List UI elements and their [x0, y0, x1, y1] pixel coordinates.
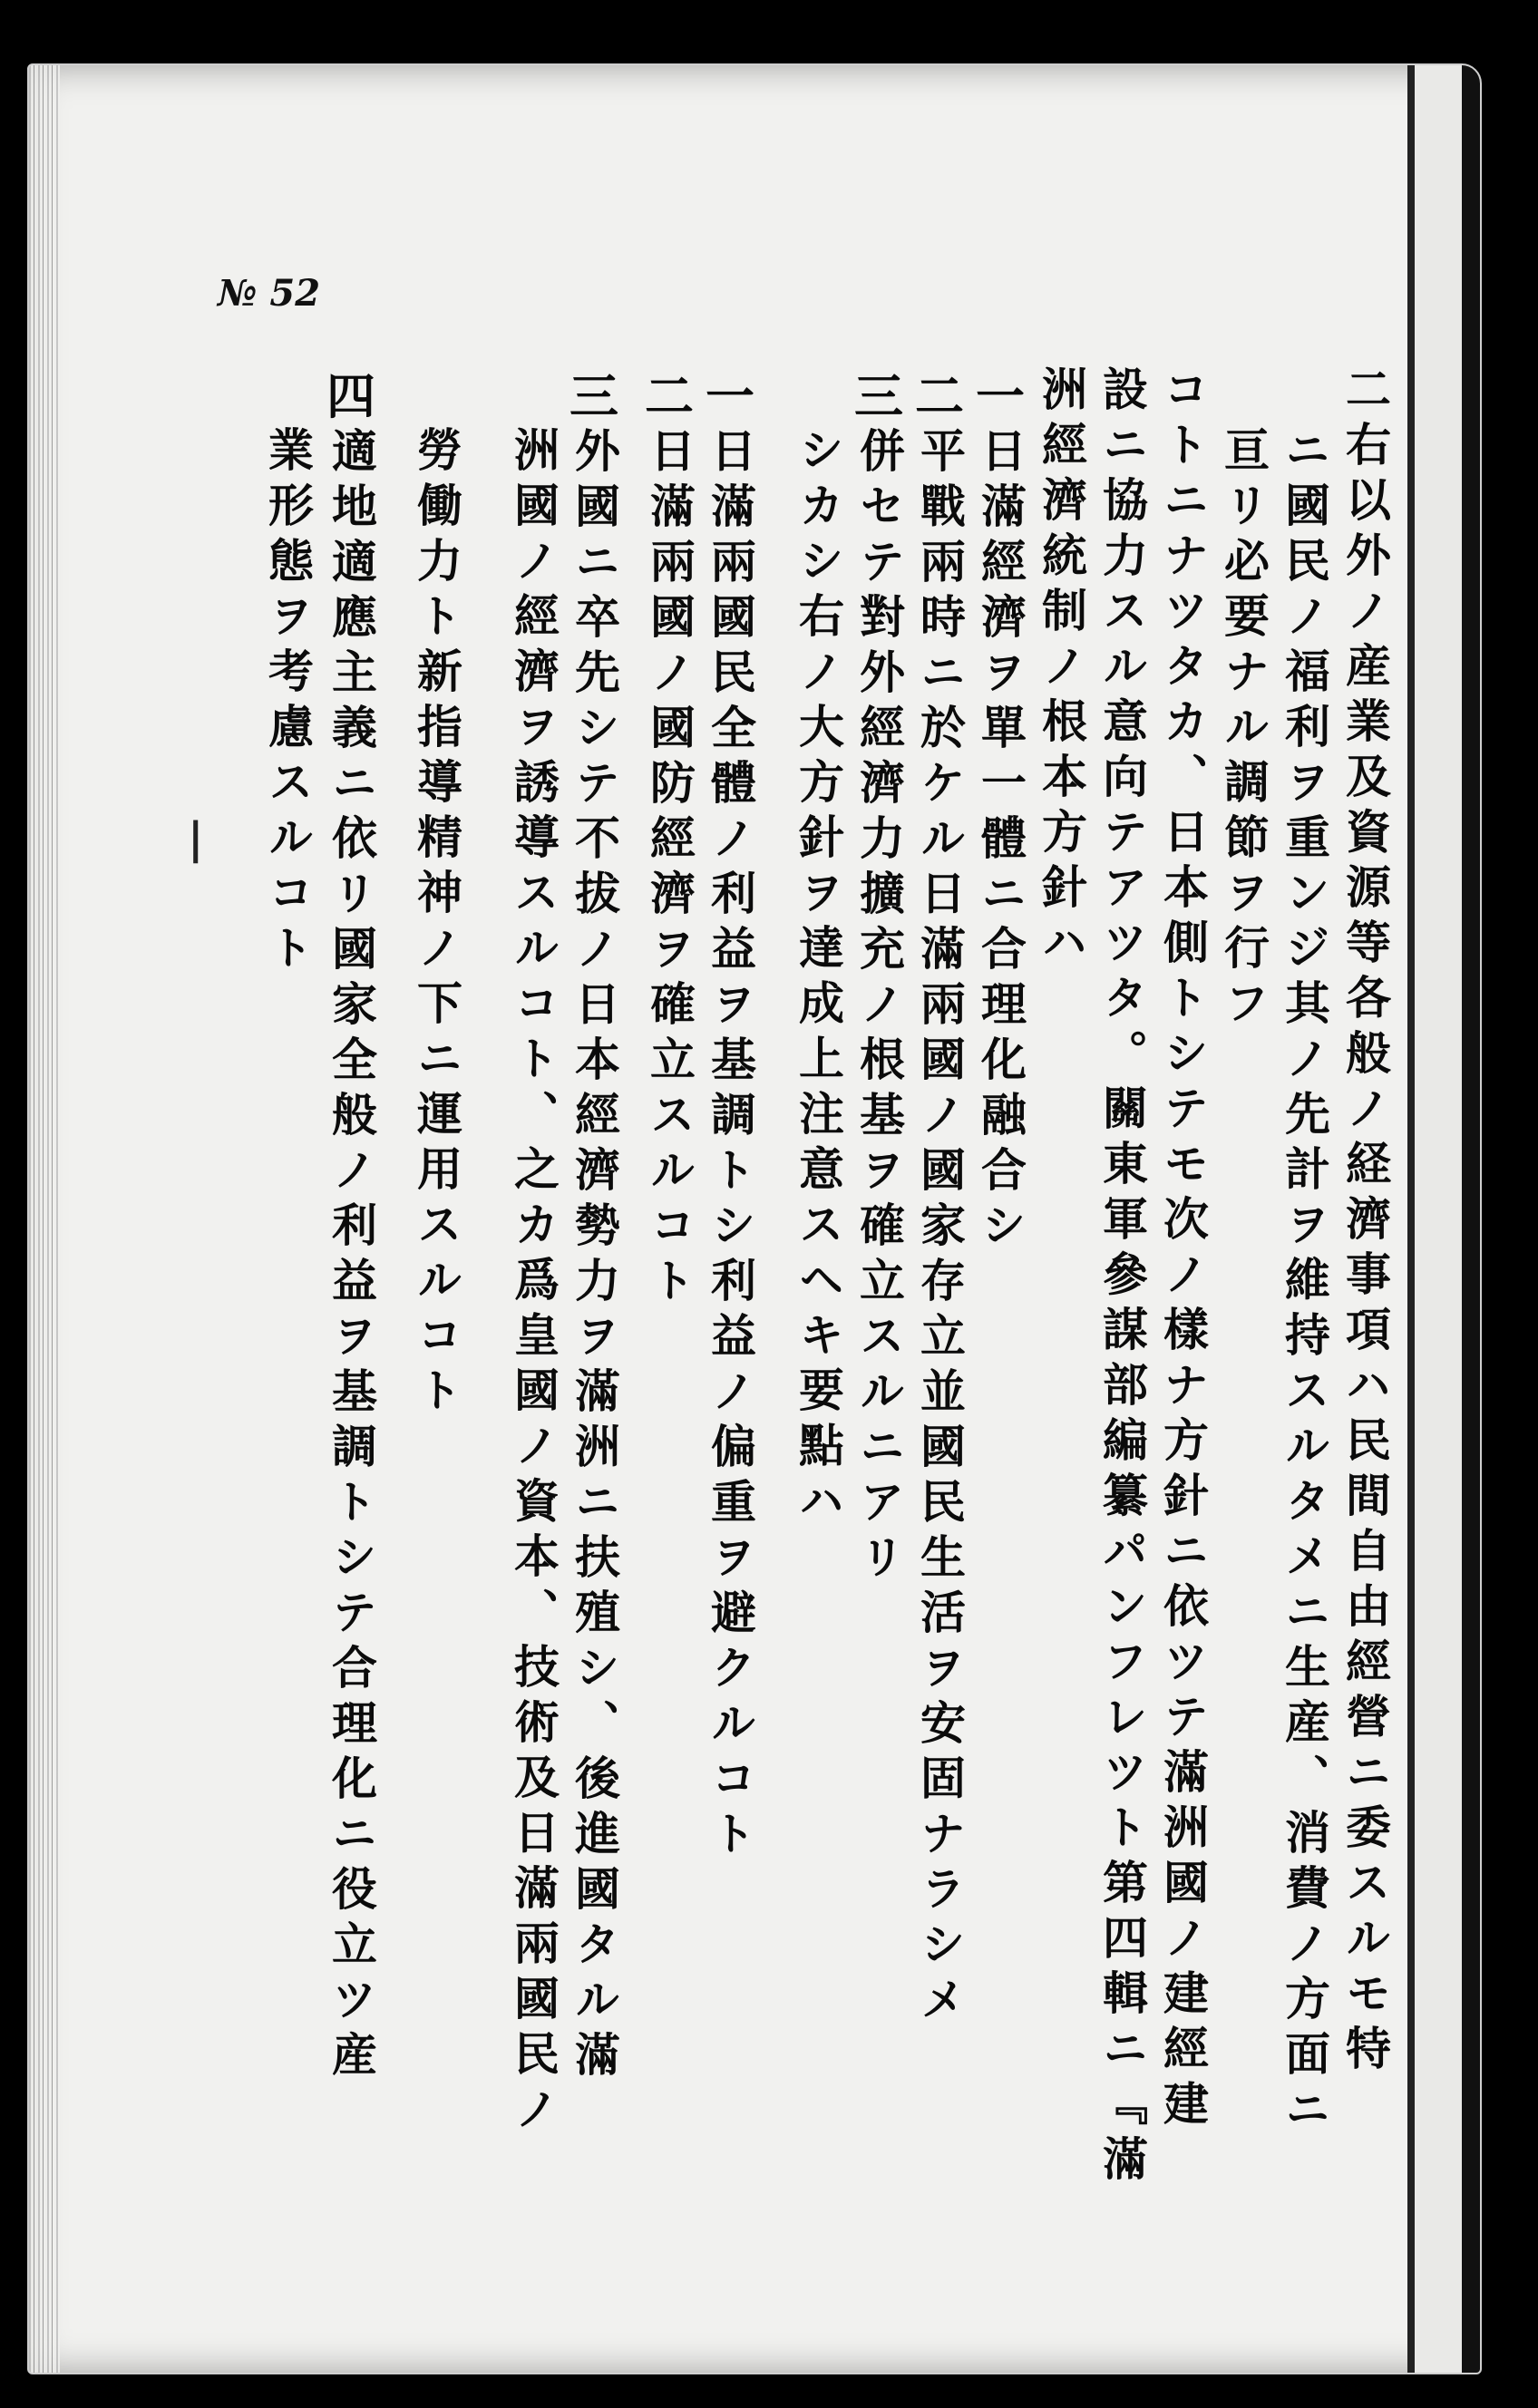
column-number: 二 [915, 367, 964, 425]
column-text: シカシ右ノ大方針ヲ達成上注意スヘキ要點ハ [792, 426, 845, 1532]
column-text: 設ニ協力スル意向テアツタ。關東軍參謀部編纂パンフレツト第四輯ニ『滿 [1095, 365, 1149, 2190]
text-column-1 [1337, 65, 1393, 2374]
column-text: 平戰兩時ニ於ケル日滿兩國ノ國家存立並國民生活ヲ安固ナラシメ [913, 427, 967, 2031]
page-number: № 52 [218, 272, 321, 315]
column-text: 適地適應主義ニ依リ國家全般ノ利益ヲ基調トシテ合理化ニ役立ツ産 [325, 427, 378, 2086]
column-text: 併セテ對外經濟力擴充ノ根基ヲ確立スルニアリ [852, 427, 906, 1588]
text-column-4 [1154, 65, 1211, 2374]
column-text: 日滿兩國民全體ノ利益ヲ基調トシ利益ノ偏重ヲ避クルコト [704, 427, 757, 1865]
text-column-2 [1276, 65, 1332, 2374]
column-number: 一 [976, 367, 1025, 425]
column-text: 洲國ノ經濟ヲ誘導スルコト、之カ爲皇國ノ資本、技術及日滿兩國民ノ [507, 426, 560, 2141]
text-column-15 [408, 65, 464, 2374]
column-text: 業形態ヲ考慮スルコト [261, 426, 315, 979]
text-column-17 [259, 65, 316, 2374]
text-column-13 [566, 65, 622, 2374]
text-column-10 [790, 65, 846, 2374]
text-column-9 [851, 65, 907, 2374]
text-column-5 [1094, 65, 1150, 2374]
column-text: 亘リ必要ナル調節ヲ行フ [1217, 426, 1270, 1034]
text-column-8 [911, 65, 968, 2374]
column-number: 二 [645, 367, 694, 425]
text-column-11 [702, 65, 758, 2374]
column-text: 日滿兩國ノ國防經濟ヲ確立スルコト [643, 427, 696, 1312]
text-column-16 [323, 65, 379, 2374]
column-text: 外國ニ卒先シテ不拔ノ日本經濟勢力ヲ滿洲ニ扶殖シ、後進國タル滿 [568, 427, 621, 2086]
text-column-6 [1033, 65, 1089, 2374]
column-text: ニ國民ノ福利ヲ重ンジ其ノ先計ヲ維持スルタメニ生産、消費ノ方面ニ [1278, 426, 1331, 2141]
column-text: 二右以外ノ産業及資源等各般ノ経濟事項ハ民間自由經營ニ委スルモ特 [1338, 365, 1392, 2080]
page-binding-edge [1407, 65, 1480, 2373]
document-page [27, 63, 1482, 2374]
text-column-14 [505, 65, 561, 2374]
text-column-12 [641, 65, 697, 2374]
column-number: 一 [706, 367, 754, 425]
text-column-3 [1215, 65, 1271, 2374]
column-number: 四 [326, 367, 375, 425]
column-text: 洲經濟統制ノ根本方針ハ [1035, 365, 1088, 974]
text-column-7 [972, 65, 1028, 2374]
column-text: コトニナツタカ、日本側トシテモ次ノ樣ナ方針ニ依ツテ滿洲國ノ建經建 [1156, 365, 1210, 2135]
book-spine [29, 65, 60, 2373]
column-text: 日滿經濟ヲ單一體ニ合理化融合シ [974, 427, 1027, 1257]
column-text: 勞働力ト新指導精神ノ下ニ運用スルコト [410, 426, 463, 1422]
margin-mark: | [188, 813, 204, 864]
column-number: 三 [569, 367, 618, 425]
column-number: 三 [854, 367, 903, 425]
